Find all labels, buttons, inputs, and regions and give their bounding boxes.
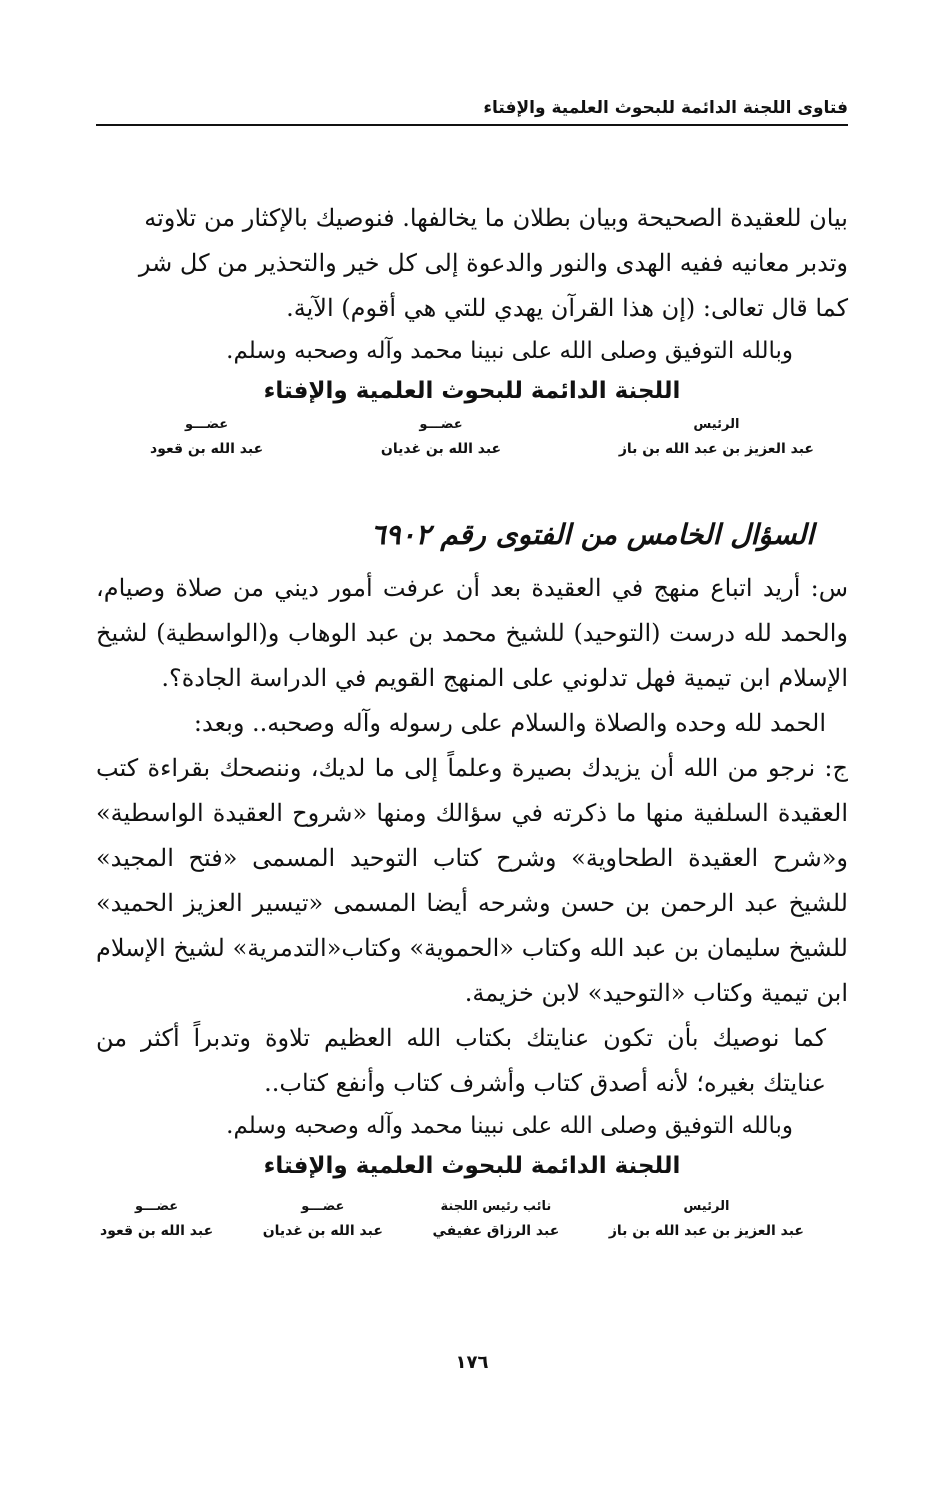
answer-text: ج: نرجو من الله أن يزيدك بصيرة وعلماً إلى ما لديك، وننصحك بقراءة كتب العقيدة السلفية منها ما ذكرته في سؤالك ومنها «شروح العقيدة الواسطية» و«شرح العقيدة الطحاوية» وشرح كتاب التوحيد المسمى «فتح المجيد» للشيخ عبد الرحمن بن حسن وشرحه أيضا المسمى «تيسير العزيز الحميد» للشيخ سليمان بن عبد الله وكتاب «الحموية» وكتاب«التدمرية» لشيخ الإسلام ابن تيمية وكتاب «التوحيد» لابن خزيمة. <box>96 754 848 1007</box>
praise-text: الحمد لله وحده والصلاة والسلام على رسوله وآله وصحبه.. وبعد: <box>193 709 826 737</box>
signature-role: عضـــو <box>135 1199 179 1214</box>
signature-role: عضـــو <box>301 1199 345 1214</box>
running-header-title: فتاوى اللجنة الدائمة للبحوث العلمية والإفتاء <box>477 98 848 124</box>
signature-block <box>263 1196 383 1244</box>
signature-block <box>609 1196 804 1244</box>
signature-block <box>150 414 263 462</box>
second-fatwa-closing: وبالله التوفيق وصلى الله على نبينا محمد وآله وصحبه وسلم. <box>226 1113 793 1139</box>
signature-name: عبد الله بن غديان <box>262 1223 383 1239</box>
first-fatwa-line: وتدبر معانيه ففيه الهدى والنور والدعوة إلى كل خير والتحذير من كل شر <box>138 249 848 277</box>
first-fatwa-line: كما قال تعالى: (إن هذا القرآن يهدي للتي هي أقوم) الآية. <box>286 294 848 322</box>
first-fatwa-line: بيان للعقيدة الصحيحة وبيان بطلان ما يخالفها. فنوصيك بالإكثار من تلاوته <box>144 204 848 232</box>
first-fatwa-signatures <box>150 414 814 462</box>
signature-block <box>381 414 501 462</box>
first-fatwa-closing: وبالله التوفيق وصلى الله على نبينا محمد وآله وصحبه وسلم. <box>226 338 793 364</box>
question-title: السؤال الخامس من الفتوى رقم ٦٩٠٢ <box>370 518 814 551</box>
question-text: س: أريد اتباع منهج في العقيدة بعد أن عرفت أمور ديني من صلاة وصيام، والحمد لله درست (التوحيد) للشيخ محمد بن عبد الوهاب و(الواسطية) لشيخ الإسلام ابن تيمية فهل تدلوني على المنهج القويم في الدراسة الجادة؟. <box>96 574 848 692</box>
signature-name: عبد الله بن قعود <box>150 441 264 457</box>
signature-role: عضـــو <box>419 417 463 432</box>
signature-block <box>432 1196 559 1244</box>
signature-name: عبد العزيز بن عبد الله بن باز <box>618 441 814 457</box>
page-number: ١٧٦ <box>455 1352 489 1373</box>
signature-role: عضـــو <box>185 417 229 432</box>
signature-role: الرئيس <box>683 1199 730 1214</box>
signature-role: نائب رئيس اللجنة <box>440 1199 552 1214</box>
second-fatwa-committee: اللجنة الدائمة للبحوث العلمية والإفتاء <box>263 1153 681 1179</box>
signature-name: عبد الله بن قعود <box>100 1223 214 1239</box>
advice-text: كما نوصيك بأن تكون عنايتك بكتاب الله العظيم تلاوة وتدبراً أكثر من عنايتك بغيره؛ لأنه أصدق كتاب وأشرف كتاب وأنفع كتاب.. <box>96 1024 826 1097</box>
first-fatwa-body <box>96 196 848 411</box>
running-header <box>96 88 848 126</box>
second-fatwa-signatures <box>100 1196 804 1244</box>
signature-name: عبد العزيز بن عبد الله بن باز <box>608 1223 804 1239</box>
signature-name: عبد الرزاق عفيفي <box>432 1223 560 1239</box>
second-fatwa-body <box>96 566 848 1186</box>
signature-name: عبد الله بن غديان <box>380 441 502 457</box>
signature-role: الرئيس <box>693 417 740 432</box>
first-fatwa-committee: اللجنة الدائمة للبحوث العلمية والإفتاء <box>263 378 681 404</box>
signature-block <box>619 414 814 462</box>
signature-block <box>100 1196 213 1244</box>
